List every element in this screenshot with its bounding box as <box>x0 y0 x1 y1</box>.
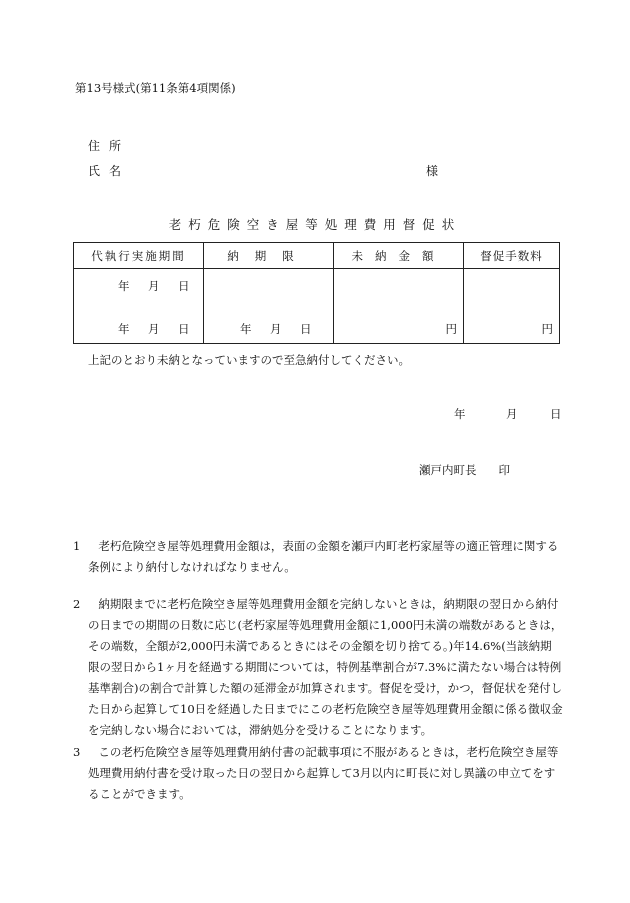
honorific: 様 <box>425 164 438 178</box>
header-period: 代執行実施期間 <box>74 243 204 269</box>
header-due-date: 納期限 <box>204 243 334 269</box>
table-row <box>74 269 560 344</box>
address-row <box>88 137 548 154</box>
note-text: 老朽危険空き屋等処理費用金額は，表面の金額を瀬戸内町老朽家屋等の適正管理に関する条例により納付しなければなりません。 <box>88 539 559 574</box>
header-reminder-fee: 督促手数料 <box>464 243 560 269</box>
period-end-date: 年 月 日 <box>118 322 190 336</box>
reminder-fee-cell <box>464 269 560 344</box>
note-item <box>73 594 563 741</box>
issuer-name: 瀬戸内町長 <box>419 463 477 477</box>
payment-table <box>73 242 560 344</box>
note-number: 2 <box>73 597 81 611</box>
note-item <box>73 536 563 578</box>
issue-date: 年 月 日 <box>454 407 562 421</box>
note-item <box>73 742 563 805</box>
name-row <box>88 162 438 179</box>
payment-request-note: 上記のとおり未納となっていますので至急納付してください。 <box>88 353 410 367</box>
note-number: 1 <box>73 539 81 553</box>
unpaid-amount-cell <box>334 269 464 344</box>
table-header-row <box>74 243 560 269</box>
form-number: 第13号様式(第11条第4項関係) <box>75 81 236 95</box>
yen-unit: 円 <box>445 322 457 336</box>
address-label: 住所 <box>88 139 131 153</box>
document-title: 老朽危険空き屋等処理費用督促状 <box>168 217 462 232</box>
name-label: 氏名 <box>88 164 131 178</box>
yen-unit: 円 <box>541 322 553 336</box>
note-text: 納期限までに老朽危険空き屋等処理費用金額を完納しないときは，納期限の翌日から納付の日までの期間の日数に応じ(老朽家屋等処理費用金額に1,000円未満の端数があるときは，その端数，全額が2,000円未満であるときにはその金額を切り捨てる。)年14.6%(当該納期限の翌日から1ヶ月を経過する期間については，特例基準割合が7.3%に満たない場合は特例基準割合)の割合で計算した額の延滞金が加算されます。督促を受け，かつ，督促状を発付した日から起算して10日を経過した日までにこの老朽危険空き屋等処理費用金額に係る徴収金を完納しない場合においては，滞納処分を受けることになります。 <box>88 597 563 737</box>
seal-mark: 印 <box>498 463 510 477</box>
note-text: この老朽危険空き屋等処理費用納付書の記載事項に不服があるときは，老朽危険空き屋等処理費用納付書を受け取った日の翌日から起算して3月以内に町長に対し異議の申立てをすることができます。 <box>88 745 559 801</box>
due-date-cell <box>204 269 334 344</box>
header-unpaid-amount: 未納金額 <box>334 243 464 269</box>
due-date: 年 月 日 <box>240 322 312 336</box>
note-number: 3 <box>73 745 81 759</box>
period-cell <box>74 269 204 344</box>
issuer-line <box>419 462 510 478</box>
period-start-date: 年 月 日 <box>118 279 190 293</box>
